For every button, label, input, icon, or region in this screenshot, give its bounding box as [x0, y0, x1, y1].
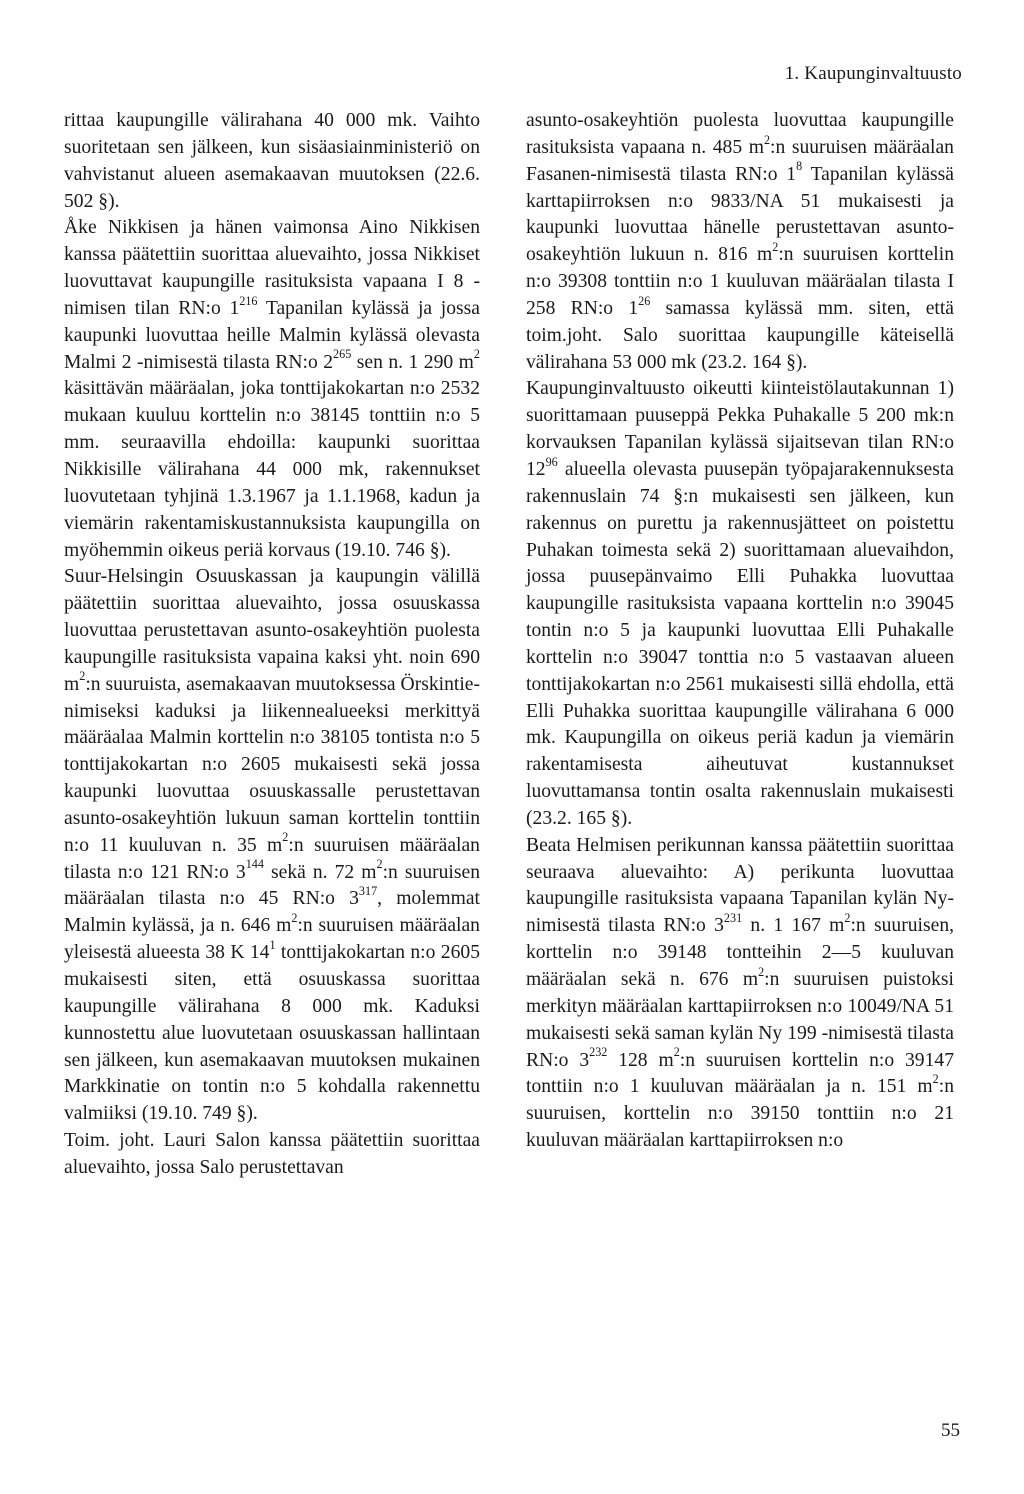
text-run: :n suuruista, asemakaavan muutoksessa Örskintie-nimiseksi kaduksi ja liikennealueeksi merkittyä määräalaa Malmin korttelin n:o 38105 tontista n:o 5 tonttijakokartan n:o 2605 mukaisesti sekä jossa kaupunki luovuttaa osuuskassalle perustettavan asunto-osakeyhtiön lukuun saman korttelin tonttiin n:o 11 kuuluvan n. 35 m: [64, 673, 480, 856]
text-run: Beata Helmisen perikunnan kanssa päätettiin suorittaa seuraava aluevaihto: A) perikunta luovuttaa kaupungille rasituksista vapaana Tapanilan kylän Ny-nimisestä tilasta RN:o 3: [526, 834, 954, 937]
text-run: :n suuruisen puistoksi merkityn määräalan karttapiirroksen n:o 10049/NA 51 mukaisesti sekä saman kylän Ny 199 -nimisestä tilasta RN:o 3: [526, 969, 954, 1071]
superscript: 216: [239, 293, 258, 308]
text-run: :n suuruisen, korttelin n:o 39148 tontteihin 2—5 kuuluvan määräalan sekä n. 676 m: [526, 915, 955, 990]
text-run: :n suuruisen määräalan Fasanen-nimisestä tilasta RN:o 1: [526, 136, 954, 185]
paragraph-nikkinen: [64, 215, 480, 564]
text-run: Åke Nikkisen ja hänen vaimonsa Aino Nikkisen kanssa päätettiin suorittaa aluevaihto, jossa Nikkiset luovuttavat kaupungille rasituksista vapaana I 8 -nimisen tilan RN:o 1: [64, 217, 480, 319]
superscript: 265: [333, 347, 352, 362]
superscript: 2: [763, 132, 771, 147]
superscript: 144: [245, 857, 264, 872]
text-run: :n suuruisen määräalan tilasta n:o 45 RN:o 3: [64, 861, 480, 910]
text-run: asunto-osakeyhtiön puolesta luovuttaa kaupungille rasituksista vapaana n. 485 m: [526, 110, 954, 158]
right-column: [526, 108, 954, 1155]
running-head: 1. Kaupunginvaltuusto: [784, 63, 962, 84]
text-run: alueella olevasta puusepän työpajarakennuksesta rakennuslain 74 §:n mukaisesti sen jälkeen, kun rakennus on purettu ja rakennusjätteet on poistettu Puhakan toimesta sekä 2) suorittamaan aluevaihdon, jossa puusepänvaimo Elli Puhakka luovuttaa kaupungille rasituksista vapaana korttelin n:o 39045 tontin n:o 5 ja kaupunki luovuttaa Elli Puhakalle korttelin n:o 39047 tonttia n:o 5 vastaavan alueen tonttijakokartan n:o 2561 mukaisesti sillä ehdolla, että Elli Puhakka suorittaa kaupungille välirahana 6 000 mk. Kaupungilla on oikeus periä kadun ja viemärin rakentamisesta aiheutuvat kustannukset luovuttamansa tontin osalta rakennuslain mukaisesti (23.2. 165 §).: [526, 458, 954, 829]
text-run: :n suuruisen määräalan yleisestä alueesta 38 K 14: [64, 915, 480, 964]
superscript: 317: [358, 884, 378, 899]
text-run: tonttijakokartan n:o 2605 mukaisesti siten, että osuuskassa suorittaa kaupungille välirahana 8 000 mk. Kaduksi kunnostettu alue luovutetaan osuuskassan hallintaan sen jälkeen, kun asemakaavan muutoksen mukainen Markkinatie on tontin n:o 5 kohdalla rakennettu valmiiksi (19.10. 749 §).: [64, 942, 480, 1125]
text-run: Kaupunginvaltuusto oikeutti kiinteistölautakunnan 1) suorittamaan puuseppä Pekka Puhakalle 5 200 mk:n korvauksen Tapanilan kylässä sijaitsevan tilan RN:o 12: [526, 378, 954, 480]
page-number: 55: [941, 1420, 960, 1441]
superscript: 2: [376, 857, 383, 872]
paragraph-salo-start: Toim. joht. Lauri Salon kanssa päätettiin suorittaa aluevaihto, jossa Salo perustettavan: [64, 1130, 480, 1178]
superscript: 2: [291, 910, 298, 925]
superscript: 231: [723, 910, 743, 925]
paragraph-osuuskassa: [64, 564, 480, 1128]
text-run: sekä n. 72 m: [263, 861, 377, 883]
superscript: 2: [758, 964, 765, 979]
text-run: :n suuruisen määräalan tilasta n:o 121 RN:o 3: [64, 834, 480, 883]
text-run: :n suuruisen, korttelin n:o 39150 tonttiin n:o 21 kuuluvan määräalan karttapiirroksen n:o: [526, 1076, 954, 1152]
superscript: 8: [796, 159, 803, 174]
paragraph-puhakka: [526, 376, 954, 832]
text-run: samassa kylässä mm. siten, että toim.joht. Salo suorittaa kaupungille käteisellä välirahana 53 000 mk (23.2. 164 §).: [526, 297, 954, 373]
text-run: käsittävän määräalan, joka tonttijakokartan n:o 2532 mukaan kuuluu korttelin n:o 38145 tonttiin n:o 5 mm. seuraavilla ehdoilla: kaupunki suorittaa Nikkisille välirahana 44 000 mk, rakennukset luovutetaan tyhjinä 1.3.1967 ja 1.1.1968, kadun ja viemärin rakentamiskustannuksista kaupungilla on myöhemmin oikeus periä korvaus (19.10. 746 §).: [64, 378, 480, 561]
left-column: [64, 108, 480, 1182]
superscript: 1: [269, 937, 276, 952]
text-run: 128 m: [607, 1049, 674, 1071]
superscript: 232: [589, 1045, 608, 1060]
superscript: 96: [545, 454, 558, 469]
text-run: :n suuruisen korttelin n:o 39308 tonttiin n:o 1 kuuluvan määräalan tilasta I 258 RN:o 1: [526, 244, 954, 319]
superscript: 2: [772, 239, 779, 254]
superscript: 2: [473, 347, 480, 362]
superscript: 2: [932, 1072, 939, 1087]
text-run: , molemmat Malmin kylässä, ja n. 646 m: [64, 888, 480, 937]
text-run: n. 1 167 m: [742, 915, 845, 937]
paragraph-exchange-end: rittaa kaupungille välirahana 40 000 mk. Vaihto suoritetaan sen jälkeen, kun sisäasiainministeriö on vahvistanut alueen asemakaavan muutoksen (22.6. 502 §).: [64, 110, 480, 212]
superscript: 2: [844, 910, 851, 925]
superscript: 2: [673, 1045, 680, 1060]
superscript: 26: [638, 293, 651, 308]
text-run: Tapanilan kylässä karttapiirroksen n:o 9833/NA 51 mukaisesti ja kaupunki luovuttaa hänelle perustettavan asunto-osakeyhtiön lukuun n. 816 m: [526, 163, 954, 266]
paragraph-salo-end: [526, 108, 954, 376]
text-run: :n suuruisen korttelin n:o 39147 tonttiin n:o 1 kuuluvan määräalan ja n. 151 m: [526, 1049, 954, 1098]
text-run: sen n. 1 290 m: [351, 351, 474, 373]
superscript: 2: [282, 830, 289, 845]
text-run: Tapanilan kylässä ja jossa kaupunki luovuttaa heille Malmin kylässä olevasta Malmi 2 -nimisestä tilasta RN:o 2: [64, 297, 480, 373]
text-run: Suur-Helsingin Osuuskassan ja kaupungin välillä päätettiin suorittaa aluevaihto, jossa osuuskassa luovuttaa perustettavan asunto-osakeyhtiön puolesta kaupungille rasituksista vapaina kaksi yht. noin 690 m: [64, 566, 480, 695]
superscript: 2: [79, 669, 86, 684]
paragraph-helminen: [526, 833, 954, 1155]
